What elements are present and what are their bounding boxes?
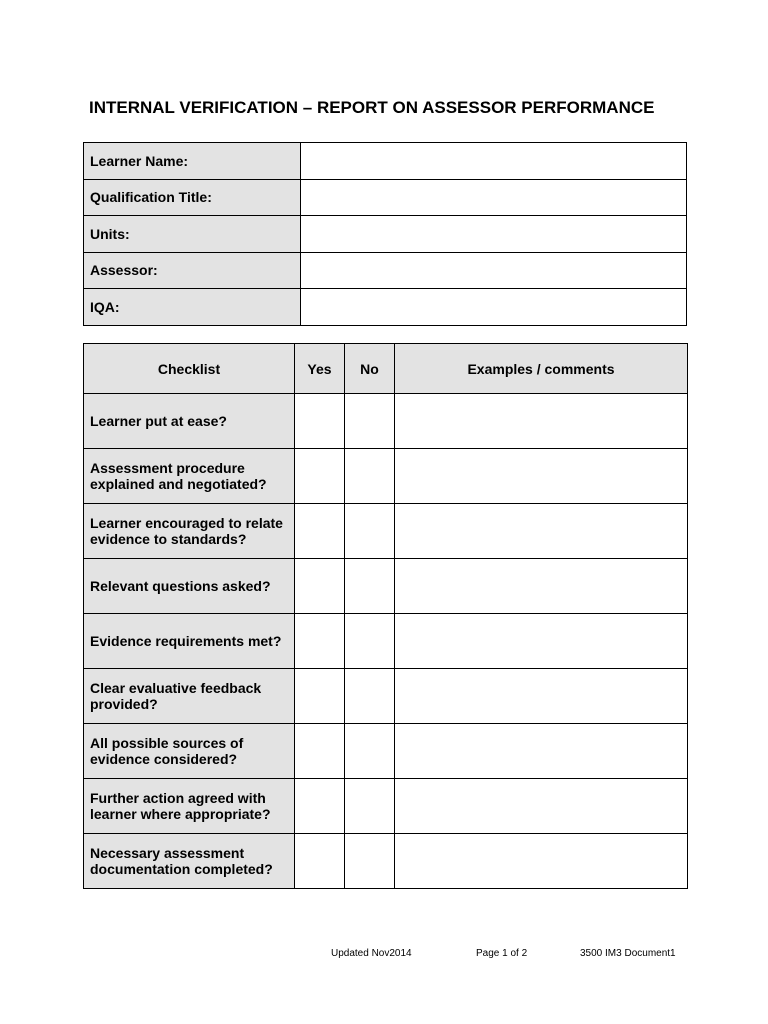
info-row bbox=[84, 179, 687, 216]
units-field[interactable] bbox=[301, 216, 687, 253]
comments-header: Examples / comments bbox=[395, 344, 688, 394]
checklist-item: All possible sources of evidence considered? bbox=[84, 724, 295, 779]
document-title: INTERNAL VERIFICATION – REPORT ON ASSESSOR PERFORMANCE bbox=[89, 98, 655, 117]
iqa-label: IQA: bbox=[84, 289, 301, 326]
comments-cell[interactable] bbox=[395, 614, 688, 669]
no-cell[interactable] bbox=[345, 669, 395, 724]
footer-page-number: Page 1 of 2 bbox=[476, 948, 528, 959]
no-cell[interactable] bbox=[345, 504, 395, 559]
no-cell[interactable] bbox=[345, 394, 395, 449]
checklist-row bbox=[84, 614, 688, 669]
checklist-item: Learner put at ease? bbox=[84, 394, 295, 449]
yes-cell[interactable] bbox=[295, 779, 345, 834]
no-cell[interactable] bbox=[345, 614, 395, 669]
checklist-item: Learner encouraged to relate evidence to standards? bbox=[84, 504, 295, 559]
checklist-item: Evidence requirements met? bbox=[84, 614, 295, 669]
checklist-row bbox=[84, 449, 688, 504]
no-header: No bbox=[345, 344, 395, 394]
yes-header: Yes bbox=[295, 344, 345, 394]
qualification-title-label: Qualification Title: bbox=[84, 179, 301, 216]
comments-cell[interactable] bbox=[395, 669, 688, 724]
no-cell[interactable] bbox=[345, 724, 395, 779]
yes-cell[interactable] bbox=[295, 669, 345, 724]
yes-cell[interactable] bbox=[295, 394, 345, 449]
assessor-checklist-table bbox=[83, 343, 688, 889]
yes-cell[interactable] bbox=[295, 559, 345, 614]
checklist-item: Further action agreed with learner where appropriate? bbox=[84, 779, 295, 834]
info-row bbox=[84, 252, 687, 289]
yes-cell[interactable] bbox=[295, 724, 345, 779]
checklist-row bbox=[84, 779, 688, 834]
checklist-header: Checklist bbox=[84, 344, 295, 394]
checklist-item: Assessment procedure explained and negotiated? bbox=[84, 449, 295, 504]
assessor-label: Assessor: bbox=[84, 252, 301, 289]
comments-cell[interactable] bbox=[395, 394, 688, 449]
comments-cell[interactable] bbox=[395, 504, 688, 559]
comments-cell[interactable] bbox=[395, 724, 688, 779]
info-row bbox=[84, 289, 687, 326]
checklist-row bbox=[84, 834, 688, 889]
checklist-row bbox=[84, 504, 688, 559]
checklist-item: Relevant questions asked? bbox=[84, 559, 295, 614]
comments-cell[interactable] bbox=[395, 779, 688, 834]
learner-info-table bbox=[83, 142, 687, 326]
checklist-row bbox=[84, 724, 688, 779]
comments-cell[interactable] bbox=[395, 449, 688, 504]
no-cell[interactable] bbox=[345, 559, 395, 614]
checklist-row bbox=[84, 394, 688, 449]
checklist-row bbox=[84, 559, 688, 614]
footer-updated: Updated Nov2014 bbox=[331, 948, 412, 959]
yes-cell[interactable] bbox=[295, 504, 345, 559]
learner-name-label: Learner Name: bbox=[84, 143, 301, 180]
yes-cell[interactable] bbox=[295, 614, 345, 669]
checklist-row bbox=[84, 669, 688, 724]
yes-cell[interactable] bbox=[295, 834, 345, 889]
comments-cell[interactable] bbox=[395, 834, 688, 889]
no-cell[interactable] bbox=[345, 449, 395, 504]
footer-document-id: 3500 IM3 Document1 bbox=[580, 948, 676, 959]
comments-cell[interactable] bbox=[395, 559, 688, 614]
checklist-item: Clear evaluative feedback provided? bbox=[84, 669, 295, 724]
iqa-field[interactable] bbox=[301, 289, 687, 326]
checklist-item: Necessary assessment documentation completed? bbox=[84, 834, 295, 889]
no-cell[interactable] bbox=[345, 779, 395, 834]
units-label: Units: bbox=[84, 216, 301, 253]
learner-name-field[interactable] bbox=[301, 143, 687, 180]
yes-cell[interactable] bbox=[295, 449, 345, 504]
qualification-title-field[interactable] bbox=[301, 179, 687, 216]
assessor-field[interactable] bbox=[301, 252, 687, 289]
info-row bbox=[84, 216, 687, 253]
checklist-header-row bbox=[84, 344, 688, 394]
no-cell[interactable] bbox=[345, 834, 395, 889]
info-row bbox=[84, 143, 687, 180]
